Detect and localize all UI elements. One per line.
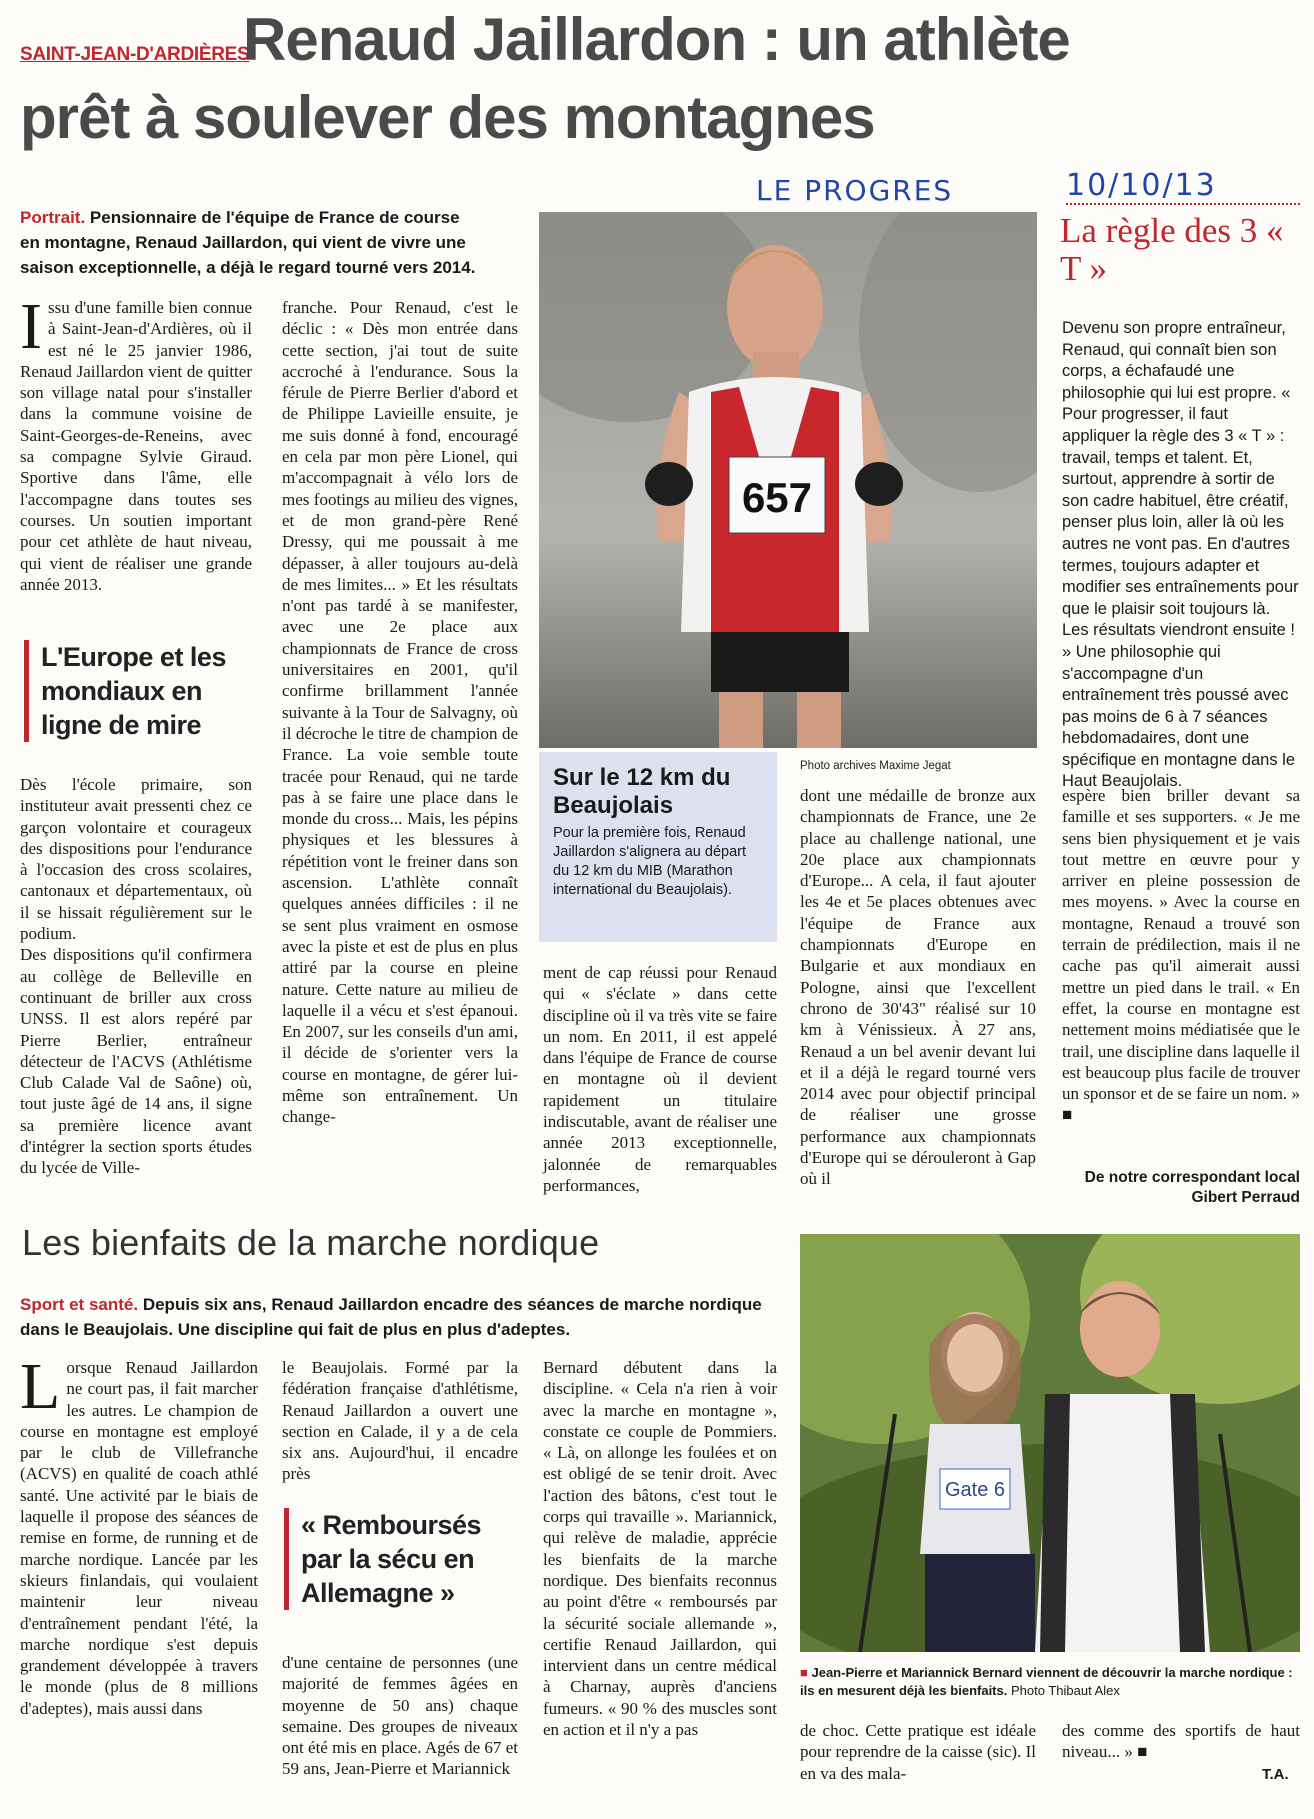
runner-photo-illustration	[539, 212, 1037, 748]
photo-credit: Photo archives Maxime Jegat	[800, 760, 951, 772]
column-text: le Beaujolais. Formé par la fédération française d'athlétisme, Renaud Jaillardon a ouvert une section en Calade, il y a de cela six ans. Aujourd'hui, il encadre près	[282, 1358, 518, 1484]
signature-name: Gibert Perraud	[1191, 1189, 1300, 1206]
headline-line1: Renaud Jaillardon : un athlète	[243, 6, 1070, 73]
article-column-2	[282, 297, 518, 1128]
column-text: d'une centaine de personnes (une majorité de femmes âgées en moyenne de 50 ans) chaque semaine. Des groupes de niveaux ont été mis en place. Agés de 67 et 59 ans, Jean-Pierre et Mariannick	[282, 1653, 518, 1779]
article2-column-4	[800, 1720, 1036, 1784]
drop-cap: I	[20, 290, 42, 363]
article-column-1	[20, 290, 252, 595]
subhead-europe: L'Europe et les mondiaux en ligne de mire	[24, 640, 251, 742]
lead-text: Depuis six ans, Renaud Jaillardon encadre des séances de marche nordique dans le Beaujolais. Une discipline qui fait de plus en plus d'adeptes.	[20, 1295, 762, 1339]
column-text: franche. Pour Renaud, c'est le déclic : « Dès mon entrée dans cette section, j'ai tout de suite accroché à l'endurance. Sous la férule de Pierre Berlier d'abord et de Philippe Lavieille ensuite, je me suis donné à fond, encouragé en cela par mon père Lionel, qui m'accompagnait à vélo lors de mes footings au milieu des vignes, et de mon grand-père René Dressy, qui me poussait à me dépasser, à aller toujours au-delà de mes limites... » Et les résultats n'ont pas tardé à se manifester, avec une 2e place aux championnats de France de cross universitaires en 2001, qu'il confirme brillamment l'année suivante à la Tour de Salvagny, où il décroche le titre de champion de France. La voie semble toute tracée pour Renaud, qui ne tarde pas à se faire une place dans le monde du cross... Mais, les pépins physiques et les blessures à répétition vont le freiner dans son ascension. L'athlète connaît quelques années difficiles : il ne se sent plus vraiment en osmose avec la piste et est de plus en plus attiré par la course en pleine nature. Cette nature au milieu de laquelle il a vécu et s'est épanoui. En 2007, sur les conseils d'un ami, il décide de s'orienter vers la course en montagne, de gérer lui-même son entraînement. Un change-	[282, 298, 518, 1127]
article2-signature: T.A.	[1262, 1766, 1289, 1783]
lead-tag: Sport et santé.	[20, 1295, 139, 1314]
subhead-remboursés: « Remboursés par la sécu en Allemagne »	[284, 1508, 521, 1610]
photo2-caption: ■ Jean-Pierre et Mariannick Bernard viennent de découvrir la marche nordique : ils en mesurent déjà les bienfaits. Photo Thibaut Alex	[800, 1665, 1293, 1698]
article2-title: Les bienfaits de la marche nordique	[22, 1222, 600, 1263]
lead-tag: Portrait.	[20, 208, 86, 227]
photo-caption-box	[539, 752, 777, 942]
bib-number: 657	[741, 474, 813, 521]
article2-column-2	[282, 1357, 518, 1485]
sidebar-title: La règle des 3 « T »	[1060, 211, 1284, 288]
column-text: espère bien briller devant sa famille et ses supporters. « Je me sens bien physiquement et je vais tout mettre en œuvre pour y arriver en pleine possession de mes moyens. » Avec la course en montagne, Renaud a trouvé son terrain de prédilection, mais il ne cache pas qu'il aimerait aussi mettre un pied dans le trail. « En effet, la course en montagne est nettement moins médiatisée que le trail, une discipline dans laquelle il est beaucoup plus facile de trouver un sponsor et de se faire un nom. » ■	[1062, 786, 1300, 1125]
article-column-5	[1062, 785, 1300, 1126]
article-column-1b	[20, 774, 252, 1179]
couple-photo	[800, 1234, 1300, 1652]
column-text: de choc. Cette pratique est idéale pour reprendre de la caisse (sic). Il en va des mala-	[800, 1721, 1036, 1783]
column-text: dont une médaille de bronze aux championnats de France, une 2e place au challenge national, une 20e place aux championnats d'Europe... A cela, il faut ajouter les 4e et 5e places obtenues avec l'équipe de France aux championnats d'Europe en Bulgarie et aux mondiaux en Pologne, ainsi que l'excellent chrono de 30'43" réalisé sur 10 km à Vénissieux. À 27 ans, Renaud a un bel avenir devant lui et il a déjà le regard tourné vers 2014 avec pour objectif principal de réaliser une grosse performance aux championnats d'Europe qui se dérouleront à Gap où il	[800, 786, 1036, 1189]
column-text: ment de cap réussi pour Renaud qui « s'éclate » dans cette discipline où il va très vite se faire un nom. En 2011, il est appelé dans l'équipe de France de course en montagne où il devient rapidement un titulaire indiscutable, avant de réaliser une année 2013 exceptionnelle, jalonnée de remarquables performances,	[543, 963, 777, 1195]
article-signature	[1062, 1168, 1300, 1208]
signature-role: De notre correspondant local	[1084, 1169, 1300, 1186]
column-text: Dès l'école primaire, son instituteur avait pressenti chez ce garçon volontaire et courageux des dispositions pour l'endurance à l'occasion des cross scolaires, cantonaux et départementaux, où il se hissait régulièrement sur le podium.	[20, 775, 252, 944]
lead-text: Pensionnaire de l'équipe de France de course en montagne, Renaud Jaillardon, qui vient de vivre une saison exceptionnelle, a déjà le regard tourné vers 2014.	[20, 208, 476, 277]
article2-column-5	[1062, 1720, 1300, 1763]
article2-column-1	[20, 1350, 258, 1719]
article-column-4	[800, 785, 1036, 1190]
caption-title: Sur le 12 km du Beaujolais	[553, 764, 731, 819]
sidebar-body: Devenu son propre entraîneur, Renaud, qui connaît bien son corps, a échafaudé une philosophie qui lui est propre. « Pour progresser, il faut appliquer la règle des 3 « T » : travail, temps et talent. Et, surtout, apprendre à sortir de son cadre habituel, être créatif, penser plus loin, aller là où les autres ne vont pas. En d'autres termes, toujours adapter et modifier ses entraînements pour que le plaisir soit toujours là. Les résultats viendront ensuite ! » Une philosophie qui s'accompagne d'un entraînement très poussé avec pas moins de 6 à 7 séances hebdomadaires, dont une spécifique en montagne dans le Haut Beaujolais.	[1062, 319, 1299, 791]
article-column-3	[543, 962, 777, 1196]
column-text: orsque Renaud Jaillardon ne court pas, il fait marcher les autres. Le champion de course en montagne est employé par le club de Villefranche (ACVS) en qualité de coach athlé santé. Une activité par le biais de laquelle il propose des séances de remise en forme, de running et de marche nordique. Lancée par les skieurs finlandais, qui voulaient maintenir leur niveau d'entraînement pendant l'été, la marche nordique s'est depuis grandement développée à travers le monde (plus de 8 millions d'adeptes), mais aussi dans	[20, 1358, 258, 1718]
article-lead	[20, 205, 480, 280]
runner-photo	[539, 212, 1037, 748]
photo2-caption-text: Jean-Pierre et Mariannick Bernard viennent de découvrir la marche nordique : ils en mesurent déjà les bienfaits.	[800, 1665, 1293, 1698]
drop-cap: L	[20, 1350, 61, 1423]
column-text: ssu d'une famille bien connue à Saint-Jean-d'Ardières, où il est né le 25 janvier 1986, Renaud Jaillardon vient de quitter son village natal pour s'installer dans la commune voisine de Saint-Georges-de-Reneins, avec sa compagne Sylvie Giraud. Sportive dans l'âme, elle l'accompagne dans toutes ses courses. Un soutien important pour cet athlète de haut niveau, qui vient de réaliser une grande année 2013.	[20, 298, 252, 594]
article2-column-2b	[282, 1652, 518, 1780]
photo2-credit: Photo Thibaut Alex	[1010, 1683, 1120, 1698]
headline-line2: prêt à soulever des montagnes	[20, 84, 875, 151]
column-text: Des dispositions qu'il confirmera au collège de Belleville en continuant de briller aux cross UNSS. Il est alors repéré par Pierre Berlier, entraîneur détecteur de l'ACVS (Athlétisme Club Calade Val de Saône) où, tout juste âgé de 14 ans, il signe sa première licence avant d'intégrer la section sports études du lycée de Ville-	[20, 945, 252, 1178]
column-text: Bernard débutent dans la discipline. « Cela n'a rien à voir avec la marche en montagne », constate ce couple de Pommiers. « Là, on allonge les foulées et on est obligé de se tenir droit. Avec l'action des bâtons, c'est tout le corps qui travaille ». Mariannick, qui relève de maladie, apprécie les bienfaits de la marche nordique. Des bienfaits reconnus au point d'être « remboursés par la sécurité sociale allemande », certifie Renaud Jaillardon, qui intervient dans un centre médical à Charnay, auprès d'anciens fumeurs. « 90 % des muscles sont en action et il n'y a pas	[543, 1358, 777, 1740]
article2-column-3	[543, 1357, 777, 1740]
section-kicker: SAINT-JEAN-D'ARDIÈRES	[20, 44, 250, 65]
column-text: des comme des sportifs de haut niveau... » ■	[1062, 1721, 1300, 1762]
article2-lead	[20, 1292, 790, 1342]
handwritten-date: 10/10/13	[1066, 168, 1217, 203]
handwritten-source: LE PROGRES	[756, 174, 954, 207]
date-underline	[1066, 203, 1300, 205]
caption-text: Pour la première fois, Renaud Jaillardon s'alignera au départ du 12 km du MIB (Marathon international du Beaujolais).	[553, 825, 747, 898]
couple-photo-illustration	[800, 1234, 1300, 1652]
gate-bib: Gate 6	[944, 1479, 1006, 1501]
